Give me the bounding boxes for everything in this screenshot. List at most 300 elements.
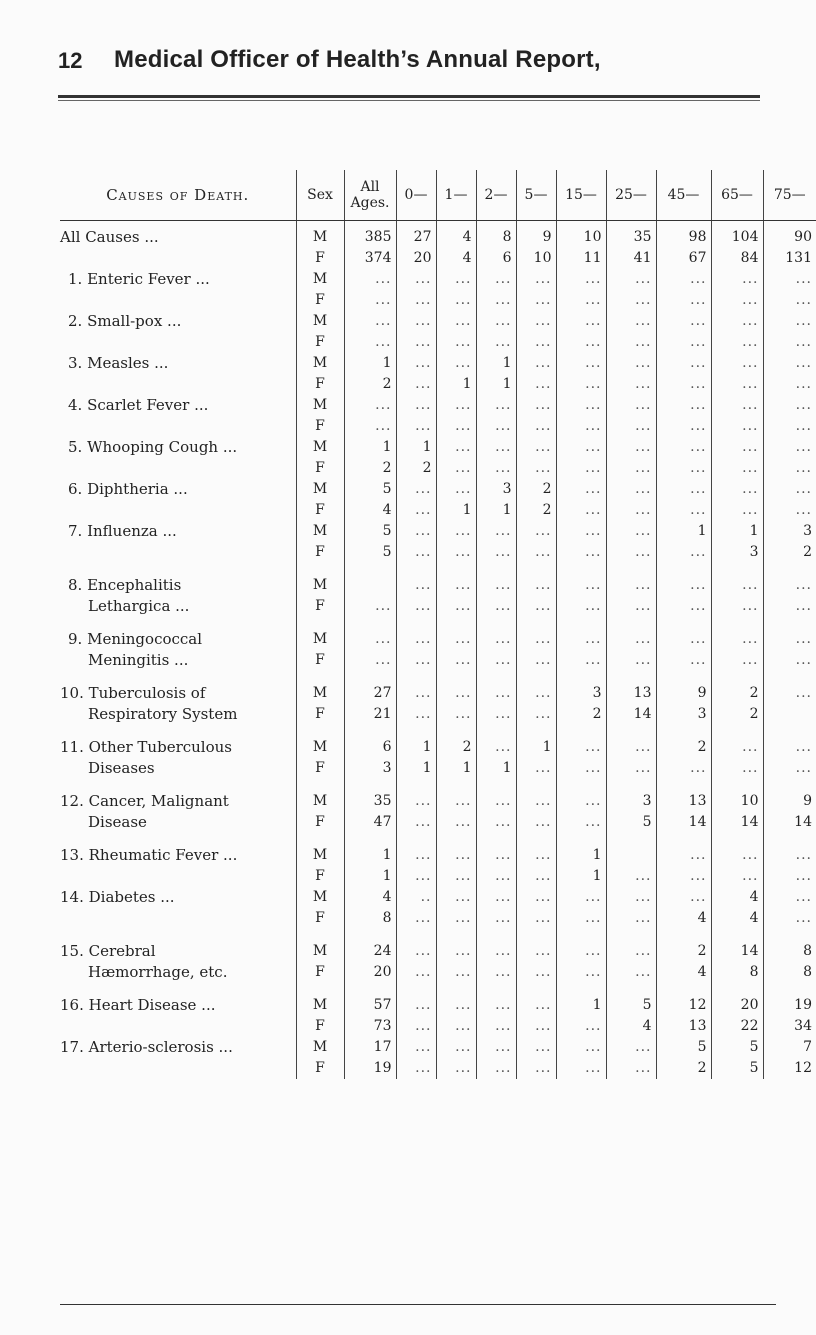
value-cell: ... bbox=[516, 704, 556, 725]
value-cell: 35 bbox=[344, 791, 396, 812]
value-cell: ... bbox=[396, 290, 436, 311]
value-cell: ... bbox=[396, 332, 436, 353]
value-cell: 22 bbox=[711, 1016, 763, 1037]
spacer-cell bbox=[436, 929, 476, 941]
value-cell: ... bbox=[606, 596, 656, 617]
value-cell: ... bbox=[556, 596, 606, 617]
value-cell: 67 bbox=[656, 248, 711, 269]
spacer-cell bbox=[656, 983, 711, 995]
value-cell: ... bbox=[556, 500, 606, 521]
value-cell: ... bbox=[436, 332, 476, 353]
value-cell: ... bbox=[556, 542, 606, 563]
spacer-cell bbox=[516, 671, 556, 683]
value-cell: 1 bbox=[344, 866, 396, 887]
value-cell: ... bbox=[516, 437, 556, 458]
value-cell: ... bbox=[711, 758, 763, 779]
spacer-cell bbox=[476, 617, 516, 629]
spacer-cell bbox=[516, 833, 556, 845]
value-cell: ... bbox=[606, 941, 656, 962]
table-row bbox=[60, 1058, 816, 1079]
spacer-cell bbox=[436, 779, 476, 791]
value-cell: ... bbox=[763, 908, 816, 929]
value-cell: ... bbox=[556, 353, 606, 374]
value-cell: 1 bbox=[396, 758, 436, 779]
value-cell: ... bbox=[556, 908, 606, 929]
value-cell: ... bbox=[606, 269, 656, 290]
value-cell: ... bbox=[436, 311, 476, 332]
cause-cell bbox=[60, 1058, 296, 1079]
value-cell: 8 bbox=[763, 962, 816, 983]
sex-cell: F bbox=[296, 908, 344, 929]
cause-cell bbox=[60, 374, 296, 395]
sex-cell: F bbox=[296, 962, 344, 983]
spacer-cell bbox=[436, 983, 476, 995]
value-cell: ... bbox=[711, 374, 763, 395]
value-cell: ... bbox=[436, 704, 476, 725]
cause-cell bbox=[60, 416, 296, 437]
value-cell: ... bbox=[656, 542, 711, 563]
value-cell: ... bbox=[556, 395, 606, 416]
sex-cell: M bbox=[296, 995, 344, 1016]
table-row bbox=[60, 221, 816, 249]
value-cell: 35 bbox=[606, 221, 656, 249]
value-cell: ... bbox=[476, 395, 516, 416]
value-cell: 12 bbox=[656, 995, 711, 1016]
value-cell: 14 bbox=[711, 941, 763, 962]
value-cell: ... bbox=[436, 353, 476, 374]
value-cell: ... bbox=[516, 887, 556, 908]
value-cell: ... bbox=[476, 941, 516, 962]
value-cell: 5 bbox=[711, 1037, 763, 1058]
spacer-cell bbox=[344, 563, 396, 575]
value-cell: ... bbox=[556, 629, 606, 650]
value-cell: ... bbox=[556, 737, 606, 758]
value-cell: ... bbox=[516, 995, 556, 1016]
value-cell: ... bbox=[606, 1058, 656, 1079]
value-cell: ... bbox=[436, 887, 476, 908]
value-cell: ... bbox=[436, 629, 476, 650]
value-cell: 5 bbox=[656, 1037, 711, 1058]
value-cell: ... bbox=[606, 575, 656, 596]
value-cell: 5 bbox=[344, 521, 396, 542]
value-cell: ... bbox=[656, 758, 711, 779]
value-cell: ... bbox=[436, 908, 476, 929]
spacer-cell bbox=[60, 671, 296, 683]
value-cell: 17 bbox=[344, 1037, 396, 1058]
spacer-cell bbox=[763, 563, 816, 575]
table-row bbox=[60, 542, 816, 563]
table-row bbox=[60, 1016, 816, 1037]
value-cell: ... bbox=[436, 941, 476, 962]
spacer-cell bbox=[296, 929, 344, 941]
value-cell: ... bbox=[436, 521, 476, 542]
value-cell: ... bbox=[396, 353, 436, 374]
value-cell: ... bbox=[711, 650, 763, 671]
spacer-cell bbox=[711, 929, 763, 941]
value-cell: 14 bbox=[711, 812, 763, 833]
value-cell: ... bbox=[711, 500, 763, 521]
table-row bbox=[60, 845, 816, 866]
value-cell: 1 bbox=[344, 845, 396, 866]
value-cell: ... bbox=[711, 332, 763, 353]
value-cell: ... bbox=[476, 737, 516, 758]
sex-cell: F bbox=[296, 1016, 344, 1037]
cause-cell: 17. Arterio-sclerosis ... bbox=[60, 1038, 233, 1056]
value-cell: ... bbox=[556, 521, 606, 542]
table-row bbox=[60, 683, 816, 704]
value-cell: 57 bbox=[344, 995, 396, 1016]
cause-cell bbox=[60, 908, 296, 929]
spacer-cell bbox=[296, 563, 344, 575]
table-header-row bbox=[60, 170, 816, 221]
cause-cell: 11. Other Tuberculous bbox=[60, 738, 232, 756]
value-cell: 98 bbox=[656, 221, 711, 249]
value-cell: ... bbox=[711, 269, 763, 290]
spacer-cell bbox=[516, 563, 556, 575]
value-cell: ... bbox=[476, 704, 516, 725]
value-cell: ... bbox=[436, 542, 476, 563]
value-cell: ... bbox=[344, 596, 396, 617]
column-header: All Ages. bbox=[344, 170, 396, 221]
cause-cell: 5. Whooping Cough ... bbox=[68, 438, 238, 456]
spacer-cell bbox=[60, 929, 296, 941]
spacer-cell bbox=[711, 779, 763, 791]
value-cell: ... bbox=[656, 437, 711, 458]
column-header: Causes of Death. bbox=[60, 170, 296, 221]
table-row bbox=[60, 758, 816, 779]
value-cell: ... bbox=[656, 866, 711, 887]
value-cell: ... bbox=[763, 290, 816, 311]
spacer-cell bbox=[656, 833, 711, 845]
value-cell: ... bbox=[763, 374, 816, 395]
spacer-cell bbox=[656, 617, 711, 629]
cause-cell: 15. Cerebral bbox=[60, 942, 156, 960]
value-cell: 1 bbox=[436, 374, 476, 395]
spacer-cell bbox=[711, 833, 763, 845]
spacer-cell bbox=[436, 617, 476, 629]
value-cell: 27 bbox=[396, 221, 436, 249]
value-cell: ... bbox=[556, 458, 606, 479]
value-cell: ... bbox=[516, 650, 556, 671]
value-cell: ... bbox=[476, 995, 516, 1016]
sex-cell: F bbox=[296, 332, 344, 353]
table-row bbox=[60, 596, 816, 617]
value-cell: ... bbox=[606, 500, 656, 521]
value-cell: 2 bbox=[436, 737, 476, 758]
value-cell: 2 bbox=[556, 704, 606, 725]
value-cell: 2 bbox=[656, 1058, 711, 1079]
value-cell: 2 bbox=[656, 941, 711, 962]
row-spacer bbox=[60, 833, 816, 845]
value-cell: ... bbox=[711, 575, 763, 596]
value-cell: ... bbox=[656, 353, 711, 374]
value-cell: ... bbox=[763, 596, 816, 617]
spacer-cell bbox=[396, 929, 436, 941]
sex-cell: F bbox=[296, 416, 344, 437]
spacer-cell bbox=[516, 929, 556, 941]
value-cell: ... bbox=[656, 332, 711, 353]
spacer-cell bbox=[476, 779, 516, 791]
value-cell: 11 bbox=[556, 248, 606, 269]
value-cell: 10 bbox=[516, 248, 556, 269]
sex-cell: M bbox=[296, 683, 344, 704]
sex-cell: M bbox=[296, 479, 344, 500]
sex-cell: F bbox=[296, 650, 344, 671]
value-cell: 13 bbox=[656, 1016, 711, 1037]
value-cell: ... bbox=[396, 374, 436, 395]
value-cell: ... bbox=[711, 737, 763, 758]
value-cell: ... bbox=[763, 737, 816, 758]
value-cell: 4 bbox=[344, 887, 396, 908]
value-cell: ... bbox=[556, 1058, 606, 1079]
value-cell: ... bbox=[516, 575, 556, 596]
value-cell: ... bbox=[763, 353, 816, 374]
value-cell: ... bbox=[556, 416, 606, 437]
spacer-cell bbox=[556, 833, 606, 845]
value-cell: ... bbox=[556, 941, 606, 962]
value-cell: ... bbox=[476, 683, 516, 704]
table-row bbox=[60, 962, 816, 983]
cause-cell: All Causes ... bbox=[60, 228, 159, 246]
value-cell: ... bbox=[396, 683, 436, 704]
value-cell: 34 bbox=[763, 1016, 816, 1037]
spacer-cell bbox=[476, 563, 516, 575]
value-cell: ... bbox=[606, 629, 656, 650]
spacer-cell bbox=[556, 983, 606, 995]
sex-cell: M bbox=[296, 791, 344, 812]
cause-cell: 14. Diabetes ... bbox=[60, 888, 175, 906]
value-cell: ... bbox=[606, 479, 656, 500]
cause-cell: 10. Tuberculosis of bbox=[60, 684, 206, 702]
sex-cell: M bbox=[296, 887, 344, 908]
value-cell: 385 bbox=[344, 221, 396, 249]
value-cell: ... bbox=[556, 1037, 606, 1058]
value-cell: 41 bbox=[606, 248, 656, 269]
value-cell: ... bbox=[436, 683, 476, 704]
value-cell: ... bbox=[436, 269, 476, 290]
value-cell: ... bbox=[516, 908, 556, 929]
value-cell: 24 bbox=[344, 941, 396, 962]
value-cell: 8 bbox=[344, 908, 396, 929]
value-cell: ... bbox=[556, 374, 606, 395]
value-cell: 27 bbox=[344, 683, 396, 704]
spacer-cell bbox=[711, 563, 763, 575]
spacer-cell bbox=[396, 725, 436, 737]
spacer-cell bbox=[711, 671, 763, 683]
value-cell: ... bbox=[344, 269, 396, 290]
spacer-cell bbox=[344, 929, 396, 941]
spacer-cell bbox=[396, 983, 436, 995]
value-cell: ... bbox=[436, 995, 476, 1016]
value-cell bbox=[606, 845, 656, 866]
value-cell: ... bbox=[396, 1016, 436, 1037]
value-cell: 1 bbox=[656, 521, 711, 542]
value-cell: ... bbox=[606, 416, 656, 437]
value-cell: ... bbox=[436, 437, 476, 458]
value-cell: ... bbox=[476, 596, 516, 617]
table-row bbox=[60, 458, 816, 479]
spacer-cell bbox=[763, 671, 816, 683]
value-cell: 131 bbox=[763, 248, 816, 269]
value-cell: 4 bbox=[711, 887, 763, 908]
value-cell: ... bbox=[516, 941, 556, 962]
sex-cell: M bbox=[296, 575, 344, 596]
table-row bbox=[60, 1037, 816, 1058]
value-cell: ... bbox=[656, 374, 711, 395]
value-cell: ... bbox=[556, 332, 606, 353]
table-row bbox=[60, 395, 816, 416]
value-cell: 2 bbox=[711, 704, 763, 725]
value-cell: ... bbox=[516, 416, 556, 437]
value-cell: ... bbox=[516, 683, 556, 704]
value-cell: 2 bbox=[656, 737, 711, 758]
value-cell: 1 bbox=[711, 521, 763, 542]
spacer-cell bbox=[656, 725, 711, 737]
value-cell: ... bbox=[763, 416, 816, 437]
header-rule bbox=[58, 95, 760, 98]
value-cell: 9 bbox=[656, 683, 711, 704]
value-cell: ... bbox=[763, 683, 816, 704]
spacer-cell bbox=[60, 563, 296, 575]
value-cell: 9 bbox=[763, 791, 816, 812]
value-cell: ... bbox=[396, 521, 436, 542]
value-cell: ... bbox=[656, 500, 711, 521]
spacer-cell bbox=[436, 671, 476, 683]
value-cell: ... bbox=[606, 887, 656, 908]
header-rule-thin bbox=[58, 100, 760, 101]
value-cell: ... bbox=[396, 812, 436, 833]
value-cell: ... bbox=[763, 866, 816, 887]
value-cell: ... bbox=[606, 866, 656, 887]
sex-cell: F bbox=[296, 866, 344, 887]
value-cell: 374 bbox=[344, 248, 396, 269]
value-cell: ... bbox=[344, 290, 396, 311]
value-cell: ... bbox=[711, 353, 763, 374]
value-cell: 14 bbox=[763, 812, 816, 833]
value-cell: ... bbox=[763, 458, 816, 479]
value-cell: ... bbox=[516, 1037, 556, 1058]
spacer-cell bbox=[344, 833, 396, 845]
value-cell: 13 bbox=[606, 683, 656, 704]
value-cell: ... bbox=[396, 575, 436, 596]
spacer-cell bbox=[606, 563, 656, 575]
value-cell: 3 bbox=[763, 521, 816, 542]
value-cell: ... bbox=[606, 521, 656, 542]
spacer-cell bbox=[476, 671, 516, 683]
value-cell: ... bbox=[656, 887, 711, 908]
row-spacer bbox=[60, 929, 816, 941]
value-cell: ... bbox=[763, 311, 816, 332]
table-row bbox=[60, 416, 816, 437]
table-row bbox=[60, 479, 816, 500]
value-cell: 8 bbox=[476, 221, 516, 249]
sex-cell: M bbox=[296, 395, 344, 416]
value-cell: ... bbox=[516, 353, 556, 374]
value-cell: ... bbox=[606, 908, 656, 929]
value-cell: 2 bbox=[763, 542, 816, 563]
value-cell: 2 bbox=[516, 500, 556, 521]
spacer-cell bbox=[396, 671, 436, 683]
value-cell: ... bbox=[516, 629, 556, 650]
value-cell: ... bbox=[711, 290, 763, 311]
value-cell: ... bbox=[436, 575, 476, 596]
row-spacer bbox=[60, 617, 816, 629]
spacer-cell bbox=[606, 929, 656, 941]
spacer-cell bbox=[516, 983, 556, 995]
value-cell: ... bbox=[396, 479, 436, 500]
cause-cell: 1. Enteric Fever ... bbox=[68, 270, 210, 288]
cause-cell: 2. Small-pox ... bbox=[68, 312, 182, 330]
report-title: Medical Officer of Health’s Annual Report, bbox=[114, 46, 601, 73]
spacer-cell bbox=[344, 617, 396, 629]
value-cell: ... bbox=[711, 479, 763, 500]
value-cell: ... bbox=[656, 416, 711, 437]
value-cell: ... bbox=[516, 374, 556, 395]
cause-cell bbox=[60, 332, 296, 353]
spacer-cell bbox=[556, 671, 606, 683]
table-row bbox=[60, 269, 816, 290]
value-cell: ... bbox=[656, 311, 711, 332]
cause-cell: 6. Diphtheria ... bbox=[68, 480, 188, 498]
cause-cell bbox=[60, 290, 296, 311]
column-header: Sex bbox=[296, 170, 344, 221]
value-cell: 20 bbox=[711, 995, 763, 1016]
value-cell: ... bbox=[763, 332, 816, 353]
value-cell: ... bbox=[476, 311, 516, 332]
cause-cell: 9. Meningococcal bbox=[68, 630, 203, 648]
sex-cell: M bbox=[296, 221, 344, 249]
value-cell: ... bbox=[656, 596, 711, 617]
value-cell: ... bbox=[606, 458, 656, 479]
column-header: 5— bbox=[516, 170, 556, 221]
value-cell: ... bbox=[556, 290, 606, 311]
value-cell: .. bbox=[396, 887, 436, 908]
value-cell: 1 bbox=[396, 737, 436, 758]
cause-cell: 7. Influenza ... bbox=[68, 522, 177, 540]
spacer-cell bbox=[396, 617, 436, 629]
value-cell: ... bbox=[436, 845, 476, 866]
table-row bbox=[60, 887, 816, 908]
value-cell: ... bbox=[396, 542, 436, 563]
value-cell: 1 bbox=[436, 500, 476, 521]
value-cell: ... bbox=[711, 395, 763, 416]
value-cell: 47 bbox=[344, 812, 396, 833]
spacer-cell bbox=[711, 725, 763, 737]
value-cell: ... bbox=[556, 962, 606, 983]
spacer-cell bbox=[396, 779, 436, 791]
spacer-cell bbox=[296, 725, 344, 737]
value-cell: ... bbox=[763, 395, 816, 416]
cause-cell: 8. Encephalitis bbox=[68, 576, 182, 594]
cause-cell: Diseases bbox=[88, 759, 155, 777]
value-cell: 2 bbox=[711, 683, 763, 704]
spacer-cell bbox=[60, 779, 296, 791]
value-cell: 10 bbox=[556, 221, 606, 249]
value-cell: ... bbox=[711, 596, 763, 617]
value-cell: ... bbox=[763, 575, 816, 596]
value-cell: ... bbox=[476, 845, 516, 866]
value-cell: ... bbox=[436, 479, 476, 500]
sex-cell: M bbox=[296, 437, 344, 458]
column-header: 25— bbox=[606, 170, 656, 221]
value-cell: ... bbox=[476, 458, 516, 479]
value-cell: ... bbox=[516, 596, 556, 617]
sex-cell: M bbox=[296, 941, 344, 962]
value-cell: ... bbox=[396, 416, 436, 437]
cause-cell bbox=[60, 458, 296, 479]
value-cell: 6 bbox=[344, 737, 396, 758]
sex-cell: M bbox=[296, 1037, 344, 1058]
